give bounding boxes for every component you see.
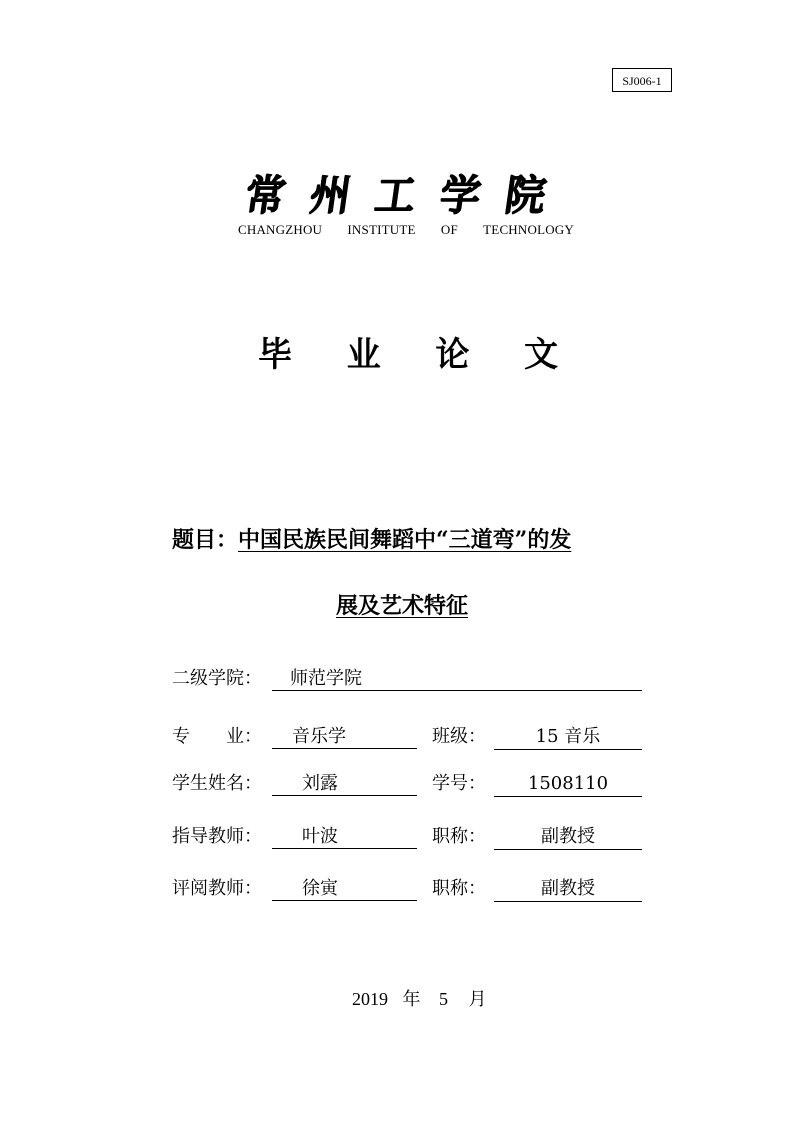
major-label: 专 业： — [172, 726, 262, 747]
english-word-1: CHANGZHOU — [238, 222, 323, 237]
logo-char-1: 常 — [241, 170, 289, 221]
document-code-box: SJ006-1 — [612, 68, 672, 92]
advisor-row — [172, 824, 642, 852]
advisor-title-value: 副教授 — [494, 824, 642, 850]
title-text-line-2: 展及艺术特征 — [335, 593, 468, 619]
student-id-label: 学号： — [432, 773, 486, 794]
college-value: 师范学院 — [272, 666, 642, 691]
reviewer-title-value: 副教授 — [494, 876, 642, 902]
major-value: 音乐学 — [272, 724, 417, 749]
title-label: 题目： — [172, 527, 239, 553]
english-word-3: OF — [440, 222, 458, 237]
school-calligraphy-logo — [241, 170, 549, 222]
heading-char-4: 文 — [523, 335, 558, 375]
date-month: 5 — [439, 989, 448, 1009]
logo-char-2: 州 — [306, 170, 354, 221]
major-row — [172, 724, 642, 752]
advisor-label: 指导教师： — [172, 826, 262, 847]
submission-date — [352, 986, 487, 1012]
thesis-title-block — [172, 522, 632, 624]
title-line-1 — [172, 522, 632, 558]
school-english-name — [238, 222, 574, 238]
date-month-unit: 月 — [468, 989, 487, 1009]
date-year-unit: 年 — [402, 989, 421, 1009]
student-name-value: 刘露 — [272, 771, 417, 796]
student-row — [172, 771, 642, 799]
english-word-4: TECHNOLOGY — [483, 222, 574, 237]
student-id-value: 1508110 — [494, 771, 642, 797]
college-label: 二级学院： — [172, 668, 262, 689]
logo-char-3: 工 — [371, 170, 419, 221]
reviewer-title-label: 职称： — [432, 878, 486, 899]
title-text-line-1: 中国民族民间舞蹈中“三道弯”的发 — [238, 527, 572, 553]
advisor-value: 叶波 — [272, 824, 417, 849]
class-label: 班级： — [432, 726, 486, 747]
heading-char-3: 论 — [435, 335, 470, 375]
date-year: 2019 — [352, 989, 388, 1009]
college-row — [172, 666, 642, 694]
student-name-label: 学生姓名： — [172, 773, 262, 794]
reviewer-row — [172, 876, 642, 904]
advisor-title-label: 职称： — [432, 826, 486, 847]
reviewer-value: 徐寅 — [272, 876, 417, 901]
logo-char-4: 学 — [436, 170, 484, 221]
heading-char-2: 业 — [346, 335, 381, 375]
reviewer-label: 评阅教师： — [172, 878, 262, 899]
title-line-2 — [172, 588, 632, 624]
english-word-2: INSTITUTE — [347, 222, 416, 237]
thesis-heading — [258, 330, 558, 380]
class-value: 15 音乐 — [494, 724, 642, 750]
logo-char-5: 院 — [501, 170, 549, 221]
heading-char-1: 毕 — [258, 335, 292, 375]
